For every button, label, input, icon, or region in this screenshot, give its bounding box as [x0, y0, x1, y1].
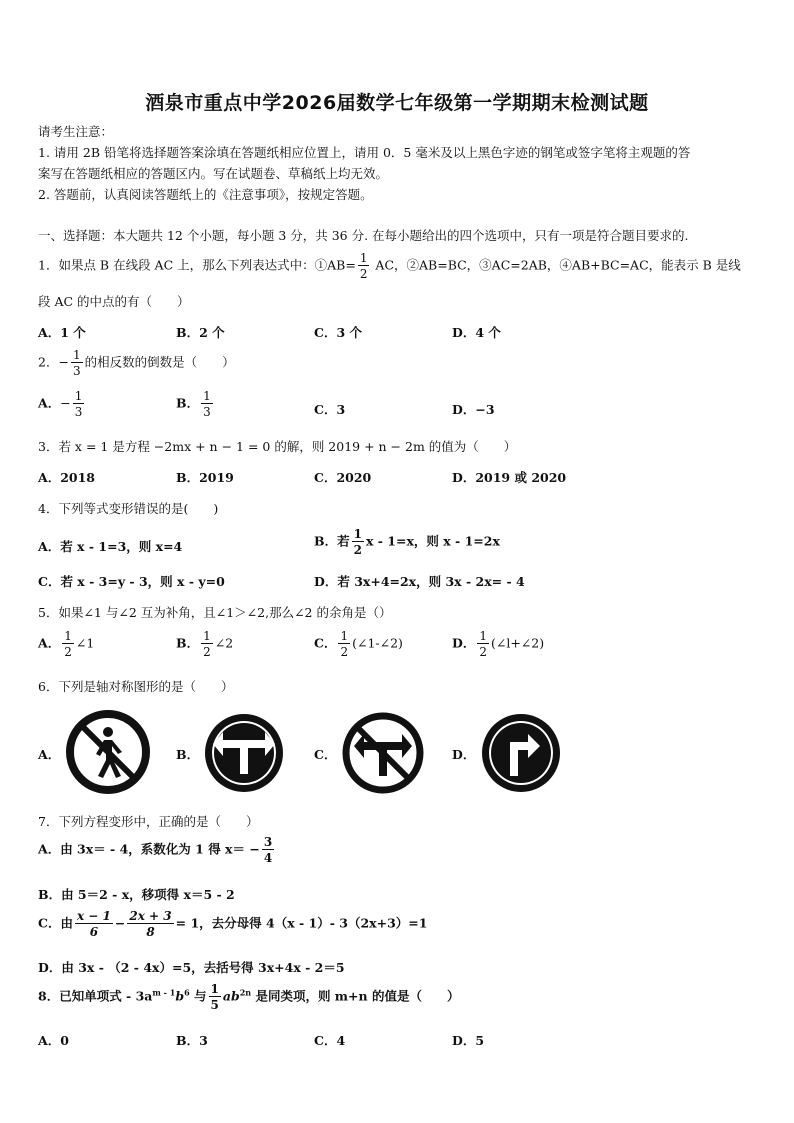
q1-option-b: B．2 个 — [176, 325, 225, 340]
q8-option-a: A．0 — [38, 1033, 69, 1048]
section-heading: 一、选择题：本大题共 12 个小题，每小题 3 分，共 36 分. 在每小题给出的四个选项中，只有一项是符合题目要求的. — [38, 228, 689, 243]
q2-fraction: $\frac{1}{3}$ — [72, 348, 81, 378]
q8-option-c: C．4 — [314, 1033, 346, 1048]
question-1-stem — [38, 252, 741, 280]
q5-option-b: B． $\frac{1}{2}$ ∠2 — [176, 629, 234, 659]
q6-option-c-label: C． — [314, 747, 337, 762]
q1-option-d: D．4 个 — [452, 325, 501, 340]
notice-heading: 请考生注意： — [38, 124, 114, 139]
q2-option-a: A．− $\frac{1}{3}$ — [38, 389, 83, 419]
q3-option-a: A．2018 — [38, 470, 95, 485]
q7-option-c: C．由 $\frac{x - 1}{6}$ − $\frac{2x + 3}{8}$ = 1，去分母得 4（x - 1）- 3（2x+3）=1 — [38, 909, 428, 939]
q6-option-a-label: A． — [38, 747, 61, 762]
question-1-cont: 段 AC 的中点的有（ ） — [38, 294, 190, 309]
q1-text-post: AC，②AB=BC，③AC=2AB，④AB+BC=AC，能表示 B 是线 — [371, 257, 741, 273]
q2-option-d: D．−3 — [452, 402, 495, 417]
question-2-stem: 2．− $\frac{1}{3}$ 的相反数的倒数是（ ） — [38, 348, 235, 378]
q2-option-c: C．3 — [314, 402, 346, 417]
q1-text-pre: 1．如果点 B 在线段 AC 上，那么下列表达式中：①AB= — [38, 257, 356, 273]
q4-option-c: C．若 x - 3=y - 3，则 x - y=0 — [38, 574, 225, 589]
no-turn-sign-icon — [342, 712, 424, 794]
q5-option-a: A． $\frac{1}{2}$ ∠1 — [38, 629, 95, 659]
turn-right-sign-icon — [480, 712, 562, 794]
q3-option-d: D．2019 或 2020 — [452, 470, 567, 485]
page-title: 酒泉市重点中学2026届数学七年级第一学期期末检测试题 — [145, 92, 649, 114]
no-pedestrian-sign-icon — [66, 710, 150, 794]
question-4-stem: 4．下列等式变形错误的是( ) — [38, 501, 219, 516]
q3-option-b: B．2019 — [176, 470, 234, 485]
q8-option-b: B．3 — [176, 1033, 208, 1048]
notice-line-2: 2. 答题前，认真阅读答题纸上的《注意事项》，按规定答题。 — [38, 187, 373, 202]
turn-left-or-right-sign-icon — [203, 712, 285, 794]
question-5-stem: 5．如果∠1 与∠2 互为补角，且∠1＞∠2,那么∠2 的余角是（） — [38, 605, 392, 620]
q3-option-c: C．2020 — [314, 470, 372, 485]
question-8-stem: 8．已知单项式 - $3a^{m - 1}b^6$ 与 $\frac{1}{5}$ $ab^{2n}$ 是同类项，则 m+n 的值是（ ） — [38, 982, 460, 1012]
q5-option-c: C． $\frac{1}{2}$ (∠1-∠2) — [314, 629, 403, 659]
question-6-stem: 6．下列是轴对称图形的是（ ） — [38, 679, 234, 694]
question-3-stem: 3．若 x = 1 是方程 −2mx + n − 1 = 0 的解，则 2019 + n − 2m 的值为（ ） — [38, 439, 517, 454]
q7-option-a: A．由 3x＝ - 4，系数化为 1 得 x＝ − $\frac{3}{4}$ — [38, 835, 273, 865]
q7-option-d: D．由 3x - （2 - 4x）=5，去括号得 3x+4x - 2＝5 — [38, 960, 345, 975]
q7-option-b: B．由 5＝2 - x，移项得 x＝5 - 2 — [38, 887, 235, 902]
q8-option-d: D．5 — [452, 1033, 485, 1048]
q1-option-c: C．3 个 — [314, 325, 362, 340]
q5-option-d: D． $\frac{1}{2}$ (∠l+∠2) — [452, 629, 545, 659]
q4-option-d: D．若 3x+4=2x，则 3x - 2x= - 4 — [314, 574, 525, 589]
q4-option-a: A．若 x - 1=3，则 x=4 — [38, 539, 183, 554]
q4-option-b: B．若 $\frac{1}{2}$ x - 1=x，则 x - 1=2x — [314, 527, 500, 557]
q6-option-d-label: D． — [452, 747, 476, 762]
q6-option-b-label: B． — [176, 747, 200, 762]
q2-option-b: B． $\frac{1}{3}$ — [176, 389, 211, 419]
question-7-stem: 7．下列方程变形中，正确的是（ ） — [38, 814, 259, 829]
q1-fraction: $\frac{1}{2}$ — [359, 251, 368, 281]
q1-option-a: A．1 个 — [38, 325, 86, 340]
notice-line-1b: 案写在答题纸相应的答题区内。写在试题卷、草稿纸上均无效。 — [38, 166, 389, 181]
notice-line-1a: 1. 请用 2B 铅笔将选择题答案涂填在答题纸相应位置上，请用 0．5 毫米及以上黑色字迹的钢笔或签字笔将主观题的答 — [38, 145, 691, 160]
